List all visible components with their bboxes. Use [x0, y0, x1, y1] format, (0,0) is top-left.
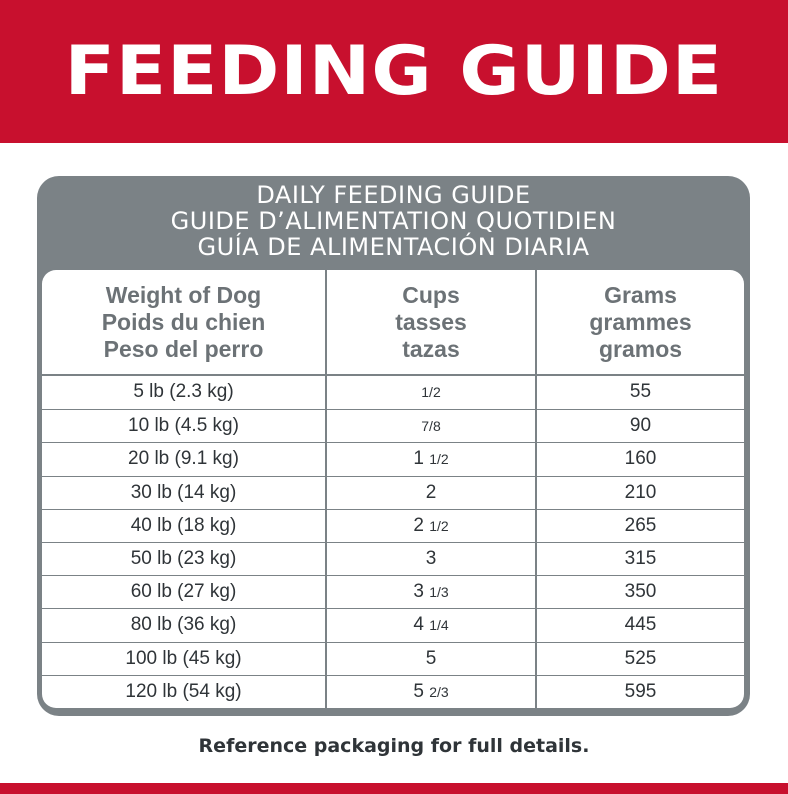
grams-cell: 525 — [624, 647, 657, 669]
bottom-accent-bar — [0, 783, 788, 794]
weight-cell: 50 lb (23 kg) — [130, 548, 237, 569]
weight-cell: 40 lb (18 kg) — [130, 514, 237, 536]
cups-fraction: 2/3 — [429, 683, 449, 700]
column-header-weight-fr: Poids du chien — [101, 308, 266, 335]
weight-cell: 5 lb (2.3 kg) — [133, 381, 234, 402]
grams-cell: 350 — [624, 581, 657, 603]
grams-cell: 90 — [629, 415, 652, 437]
cups-cell — [327, 543, 535, 575]
column-header-weight-es: Peso del perro — [103, 335, 264, 362]
grams-cell: 210 — [624, 481, 657, 503]
cups-cell — [327, 676, 535, 708]
cups-cell — [327, 576, 535, 608]
cups-whole: 3 — [413, 581, 424, 603]
grams-cell: 595 — [624, 680, 657, 702]
cups-cell — [327, 443, 535, 475]
grams-cell: 265 — [624, 514, 657, 536]
weight-cell: 10 lb (4.5 kg) — [128, 415, 239, 437]
page-title: FEEDING GUIDE — [64, 32, 724, 111]
weight-cell: 120 lb (54 kg) — [125, 680, 242, 702]
weight-cell: 20 lb (9.1 kg) — [128, 448, 239, 470]
cups-fraction: 1/4 — [429, 617, 449, 634]
cups-cell — [327, 477, 535, 509]
table-row — [42, 509, 744, 542]
weight-cell: 60 lb (27 kg) — [130, 581, 237, 603]
column-header-grams-en: Grams — [604, 281, 677, 308]
column-header-grams — [537, 270, 744, 374]
table-row — [42, 642, 744, 675]
table-row — [42, 409, 744, 442]
cups-fraction: 1/2 — [421, 384, 441, 400]
cups-cell — [327, 643, 535, 675]
reference-note: Reference packaging for full details. — [198, 735, 590, 757]
guide-heading-en: DAILY FEEDING GUIDE — [256, 181, 531, 209]
cups-fraction: 1/2 — [429, 451, 449, 468]
column-header-cups-en: Cups — [402, 281, 460, 308]
cups-fraction: 7/8 — [421, 418, 441, 435]
column-header-cups — [327, 270, 535, 374]
cups-cell — [327, 410, 535, 442]
cups-whole: 5 — [413, 680, 424, 702]
cups-whole: 1 — [413, 448, 424, 470]
cups-cell — [327, 376, 535, 408]
grams-cell: 55 — [629, 381, 652, 402]
guide-heading — [37, 182, 750, 260]
column-header-grams-fr: grammes — [589, 308, 692, 335]
column-header-weight-en: Weight of Dog — [105, 281, 262, 308]
table-row — [42, 608, 744, 641]
cups-whole: 5 — [425, 647, 437, 669]
grams-cell: 445 — [624, 614, 657, 636]
cups-fraction: 1/2 — [429, 517, 449, 534]
table-row — [42, 575, 744, 608]
grams-cell: 315 — [624, 548, 657, 569]
guide-heading-fr: GUIDE D’ALIMENTATION QUOTIDIEN — [170, 207, 617, 235]
weight-cell: 100 lb (45 kg) — [125, 647, 242, 669]
cups-whole: 4 — [413, 614, 424, 636]
guide-heading-es: GUÍA DE ALIMENTACIÓN DIARIA — [197, 233, 590, 261]
cups-fraction: 1/3 — [429, 584, 449, 601]
column-header-cups-fr: tasses — [395, 308, 467, 335]
column-header-weight — [42, 270, 325, 374]
cups-whole: 2 — [413, 514, 424, 536]
column-header-grams-es: gramos — [598, 335, 683, 362]
feeding-table — [42, 270, 744, 708]
table-row — [42, 476, 744, 509]
table-row — [42, 675, 744, 708]
cups-whole: 2 — [425, 481, 437, 503]
cups-whole: 3 — [425, 548, 437, 569]
table-row — [42, 442, 744, 475]
cups-cell — [327, 510, 535, 542]
cups-cell — [327, 609, 535, 641]
grams-cell: 160 — [624, 448, 657, 470]
weight-cell: 30 lb (14 kg) — [130, 481, 237, 503]
column-header-cups-es: tazas — [402, 335, 460, 362]
title-banner — [0, 0, 788, 143]
table-row — [42, 542, 744, 575]
table-row — [42, 376, 744, 409]
weight-cell: 80 lb (36 kg) — [130, 614, 237, 636]
